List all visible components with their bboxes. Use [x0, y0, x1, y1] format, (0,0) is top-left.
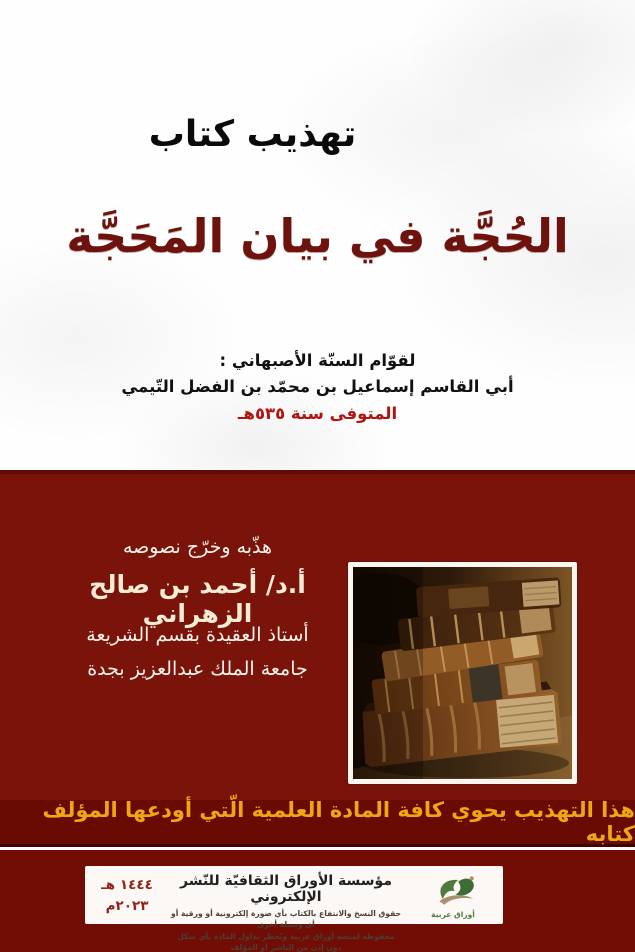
publisher-box: [85, 866, 503, 952]
publisher-info: [169, 866, 403, 952]
cover-top-section: [0, 0, 635, 470]
cover-middle-section: [0, 470, 635, 800]
book-stack-illustration: [353, 567, 572, 779]
editor-university: جامعة الملك عبدالعزيز بجدة: [87, 658, 308, 680]
editor-name: أ.د/ أحمد بن صالح الزهراني: [89, 570, 306, 628]
editor-position: أستاذ العقيدة بقسم الشريعة: [86, 624, 309, 646]
publisher-logo: [403, 866, 503, 924]
rights-line-2: محفوظة لمنصة أوراق عربية ويُحظر تداول المادة بأي شكل دون إذن من الناشر أو المؤلف: [177, 931, 395, 952]
author-attribution: [40, 348, 595, 427]
awraq-arabia-logo-icon: [427, 875, 479, 909]
banner-text: هذا التهذيب يحوي كافة المادة العلمية الّتي أودعها المؤلف كتابه: [42, 798, 635, 846]
content-claim-banner: [0, 800, 635, 847]
author-full-name: أبي القاسم إسماعيل بن محمّد بن الفضل التّيمي: [121, 377, 514, 397]
old-books-photo: [348, 562, 577, 784]
series-kicker: تهذيب كتاب: [148, 114, 357, 155]
rights-line-1: حقوق النسخ والانتفاع بالكتاب بأي صورة إلكترونية أو ورقية أو أي وسيلة أخرى: [170, 909, 402, 930]
publication-dates: [85, 866, 169, 924]
author-honorific: لقوّام السنّة الأصبهاني :: [219, 351, 416, 370]
publisher-name: مؤسسة الأوراق الثقافيّة للنّشر الإلكتروني: [180, 873, 392, 905]
publisher-logo-text: أوراق عربية: [431, 909, 475, 919]
editor-intro-label: هذّبه وخرّج نصوصه: [122, 536, 273, 558]
hijri-year: ١٤٤٤ هـ: [101, 876, 153, 893]
book-title: الحُجَّة في بيان المَحَجَّة: [66, 209, 569, 263]
cover-footer-section: [0, 850, 635, 952]
gregorian-year: ٢٠٢٣م: [105, 897, 149, 914]
editor-info-column: [55, 474, 340, 804]
author-death-date: المتوفى سنة ٥٣٥هـ: [237, 403, 398, 423]
